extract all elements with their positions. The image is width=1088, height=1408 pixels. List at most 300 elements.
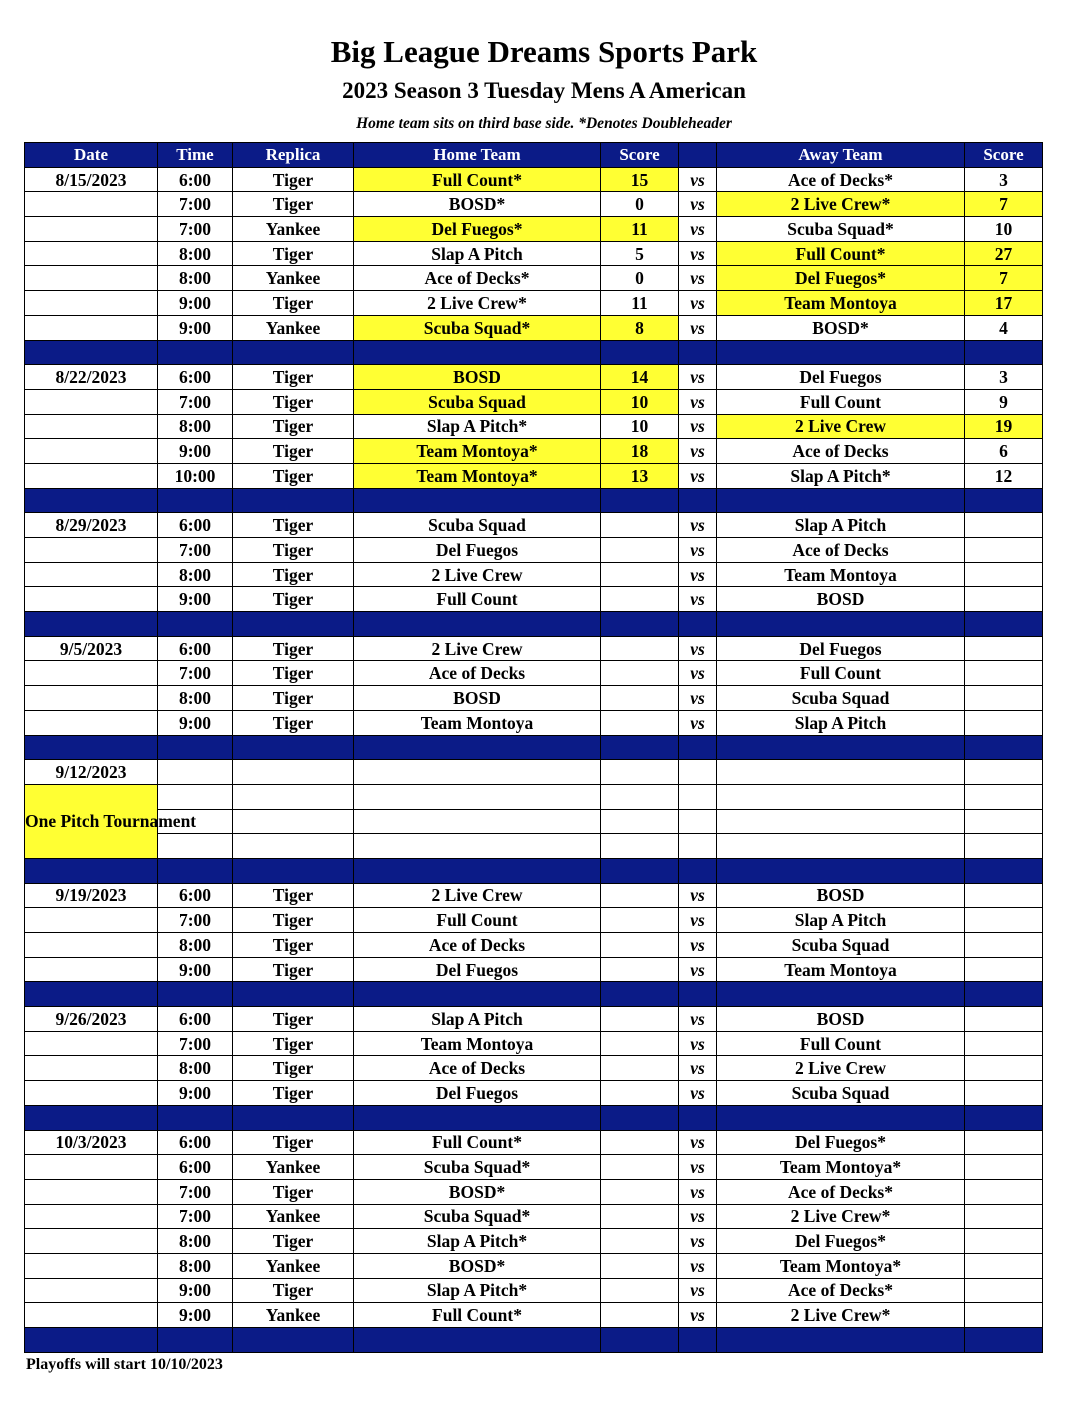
- home-score-cell: 13: [601, 463, 679, 488]
- vs-cell: vs: [679, 167, 717, 192]
- home-team-cell: 2 Live Crew: [354, 636, 601, 661]
- away-score-cell: [965, 1303, 1043, 1328]
- replica-cell: Tiger: [233, 661, 354, 686]
- table-row: [25, 760, 1043, 785]
- empty-cell: [233, 809, 354, 834]
- separator-cell: [601, 1105, 679, 1130]
- home-score-cell: 11: [601, 217, 679, 242]
- separator-cell: [601, 735, 679, 760]
- date-cell: 9/12/2023: [25, 760, 158, 785]
- away-score-cell: [965, 1056, 1043, 1081]
- replica-cell: Tiger: [233, 414, 354, 439]
- table-row: [25, 710, 1043, 735]
- away-team-cell: Slap A Pitch: [717, 710, 965, 735]
- home-score-cell: 10: [601, 389, 679, 414]
- replica-cell: Tiger: [233, 538, 354, 563]
- replica-cell: Tiger: [233, 710, 354, 735]
- separator-cell: [354, 1105, 601, 1130]
- empty-cell: [158, 834, 233, 859]
- time-cell: 8:00: [158, 933, 233, 958]
- away-team-cell: BOSD: [717, 883, 965, 908]
- vs-cell: vs: [679, 513, 717, 538]
- away-score-cell: 12: [965, 463, 1043, 488]
- separator-cell: [965, 982, 1043, 1007]
- table-row: [25, 365, 1043, 390]
- empty-cell: [679, 834, 717, 859]
- replica-cell: Yankee: [233, 315, 354, 340]
- separator-cell: [717, 612, 965, 637]
- replica-cell: Tiger: [233, 241, 354, 266]
- empty-cell: [601, 784, 679, 809]
- separator-cell: [717, 982, 965, 1007]
- away-score-cell: 9: [965, 389, 1043, 414]
- empty-cell: [965, 834, 1043, 859]
- date-cell: [25, 463, 158, 488]
- empty-cell: [354, 809, 601, 834]
- home-score-cell: 15: [601, 167, 679, 192]
- date-cell: 9/26/2023: [25, 1007, 158, 1032]
- table-row: [25, 1081, 1043, 1106]
- away-team-cell: Del Fuegos*: [717, 1229, 965, 1254]
- date-cell: [25, 957, 158, 982]
- away-team-cell: BOSD: [717, 587, 965, 612]
- away-score-cell: [965, 933, 1043, 958]
- away-score-cell: [965, 661, 1043, 686]
- home-score-cell: [601, 1179, 679, 1204]
- away-team-cell: Ace of Decks: [717, 538, 965, 563]
- separator-cell: [233, 488, 354, 513]
- away-score-cell: [965, 1278, 1043, 1303]
- home-score-cell: [601, 1303, 679, 1328]
- replica-cell: Tiger: [233, 365, 354, 390]
- away-score-cell: 17: [965, 291, 1043, 316]
- away-score-cell: [965, 686, 1043, 711]
- separator-cell: [25, 858, 158, 883]
- away-score-cell: [965, 1155, 1043, 1180]
- table-row: [25, 241, 1043, 266]
- away-team-cell: Team Montoya*: [717, 1253, 965, 1278]
- table-row: [25, 1229, 1043, 1254]
- home-score-cell: [601, 1007, 679, 1032]
- date-cell: [25, 538, 158, 563]
- home-score-cell: [601, 686, 679, 711]
- table-row: [25, 587, 1043, 612]
- time-cell: 7:00: [158, 1031, 233, 1056]
- date-cell: [25, 266, 158, 291]
- table-row: [25, 1278, 1043, 1303]
- time-cell: 8:00: [158, 562, 233, 587]
- home-team-cell: Del Fuegos: [354, 1081, 601, 1106]
- schedule-note: Home team sits on third base side. *Denotes Doubleheader: [356, 115, 732, 132]
- home-score-cell: [601, 883, 679, 908]
- home-team-cell: Slap A Pitch*: [354, 1229, 601, 1254]
- table-row: [25, 1056, 1043, 1081]
- replica-cell: Tiger: [233, 686, 354, 711]
- vs-cell: vs: [679, 241, 717, 266]
- replica-cell: Tiger: [233, 389, 354, 414]
- table-row: [25, 315, 1043, 340]
- date-cell: [25, 1031, 158, 1056]
- schedule-table: [24, 142, 1043, 1353]
- separator-cell: [158, 1328, 233, 1353]
- time-cell: 6:00: [158, 513, 233, 538]
- week-separator-row: [25, 340, 1043, 365]
- separator-cell: [354, 982, 601, 1007]
- home-score-cell: [601, 562, 679, 587]
- separator-cell: [965, 1105, 1043, 1130]
- vs-cell: vs: [679, 957, 717, 982]
- table-row: [25, 686, 1043, 711]
- home-score-cell: [601, 1130, 679, 1155]
- home-score-cell: [601, 1155, 679, 1180]
- vs-cell: vs: [679, 1229, 717, 1254]
- vs-cell: vs: [679, 1056, 717, 1081]
- home-team-cell: Team Montoya*: [354, 463, 601, 488]
- separator-cell: [679, 982, 717, 1007]
- home-score-cell: [601, 1278, 679, 1303]
- table-row: [25, 636, 1043, 661]
- date-cell: [25, 710, 158, 735]
- table-row: [25, 192, 1043, 217]
- empty-cell: [233, 784, 354, 809]
- away-team-cell: Full Count*: [717, 241, 965, 266]
- week-separator-row: [25, 735, 1043, 760]
- home-score-cell: [601, 1229, 679, 1254]
- empty-cell: [679, 760, 717, 785]
- date-cell: [25, 192, 158, 217]
- separator-cell: [679, 735, 717, 760]
- week-separator-row: [25, 1105, 1043, 1130]
- time-cell: 8:00: [158, 241, 233, 266]
- away-team-cell: Scuba Squad: [717, 933, 965, 958]
- replica-cell: Tiger: [233, 1179, 354, 1204]
- separator-cell: [25, 488, 158, 513]
- page-subtitle: 2023 Season 3 Tuesday Mens A American: [342, 78, 746, 103]
- replica-cell: Tiger: [233, 908, 354, 933]
- date-cell: [25, 661, 158, 686]
- away-score-cell: [965, 513, 1043, 538]
- table-row: [25, 538, 1043, 563]
- table-row: [25, 908, 1043, 933]
- table-row: [25, 1031, 1043, 1056]
- date-cell: [25, 1056, 158, 1081]
- separator-cell: [158, 1105, 233, 1130]
- vs-cell: vs: [679, 439, 717, 464]
- time-cell: 9:00: [158, 1303, 233, 1328]
- empty-cell: [717, 834, 965, 859]
- table-row: [25, 1303, 1043, 1328]
- away-score-cell: [965, 957, 1043, 982]
- replica-cell: Tiger: [233, 1278, 354, 1303]
- empty-cell: [601, 809, 679, 834]
- home-score-cell: 8: [601, 315, 679, 340]
- home-team-cell: 2 Live Crew: [354, 562, 601, 587]
- date-cell: [25, 1081, 158, 1106]
- separator-cell: [158, 612, 233, 637]
- away-team-cell: Slap A Pitch*: [717, 463, 965, 488]
- date-cell: 8/29/2023: [25, 513, 158, 538]
- column-header-vs: [679, 143, 717, 168]
- time-cell: 6:00: [158, 365, 233, 390]
- table-row: [25, 291, 1043, 316]
- home-team-cell: Scuba Squad*: [354, 1204, 601, 1229]
- separator-cell: [601, 488, 679, 513]
- separator-cell: [233, 1105, 354, 1130]
- home-score-cell: [601, 957, 679, 982]
- date-cell: [25, 587, 158, 612]
- vs-cell: vs: [679, 538, 717, 563]
- vs-cell: vs: [679, 883, 717, 908]
- schedule-body: [25, 167, 1043, 1352]
- away-score-cell: 7: [965, 266, 1043, 291]
- away-score-cell: 7: [965, 192, 1043, 217]
- vs-cell: vs: [679, 1007, 717, 1032]
- home-score-cell: 11: [601, 291, 679, 316]
- away-score-cell: [965, 1081, 1043, 1106]
- empty-cell: [601, 760, 679, 785]
- separator-cell: [25, 340, 158, 365]
- replica-cell: Tiger: [233, 192, 354, 217]
- away-score-cell: [965, 1130, 1043, 1155]
- away-team-cell: Team Montoya*: [717, 1155, 965, 1180]
- away-team-cell: 2 Live Crew*: [717, 192, 965, 217]
- footer-note: Playoffs will start 10/10/2023: [26, 1356, 223, 1373]
- separator-cell: [965, 612, 1043, 637]
- replica-cell: Tiger: [233, 957, 354, 982]
- empty-cell: [601, 834, 679, 859]
- away-score-cell: [965, 1031, 1043, 1056]
- home-team-cell: BOSD*: [354, 1253, 601, 1278]
- time-cell: 7:00: [158, 1179, 233, 1204]
- column-header-away-score: Score: [965, 143, 1043, 168]
- home-score-cell: 10: [601, 414, 679, 439]
- vs-cell: vs: [679, 365, 717, 390]
- home-team-cell: Slap A Pitch*: [354, 414, 601, 439]
- home-score-cell: [601, 1253, 679, 1278]
- vs-cell: vs: [679, 562, 717, 587]
- home-team-cell: Slap A Pitch*: [354, 1278, 601, 1303]
- replica-cell: Tiger: [233, 1007, 354, 1032]
- replica-cell: Tiger: [233, 883, 354, 908]
- replica-cell: Tiger: [233, 291, 354, 316]
- away-team-cell: Slap A Pitch: [717, 513, 965, 538]
- home-score-cell: [601, 513, 679, 538]
- home-score-cell: 18: [601, 439, 679, 464]
- away-team-cell: Ace of Decks*: [717, 167, 965, 192]
- away-team-cell: Del Fuegos: [717, 365, 965, 390]
- separator-cell: [679, 858, 717, 883]
- date-cell: [25, 217, 158, 242]
- separator-cell: [965, 1328, 1043, 1353]
- separator-cell: [601, 340, 679, 365]
- time-cell: 9:00: [158, 315, 233, 340]
- date-cell: [25, 315, 158, 340]
- empty-cell: [965, 784, 1043, 809]
- home-score-cell: 0: [601, 266, 679, 291]
- home-score-cell: [601, 908, 679, 933]
- vs-cell: vs: [679, 1253, 717, 1278]
- home-team-cell: Slap A Pitch: [354, 1007, 601, 1032]
- date-cell: [25, 241, 158, 266]
- separator-cell: [233, 982, 354, 1007]
- home-team-cell: BOSD: [354, 686, 601, 711]
- column-header-away-team: Away Team: [717, 143, 965, 168]
- time-cell: 6:00: [158, 1130, 233, 1155]
- away-score-cell: [965, 710, 1043, 735]
- date-cell: [25, 1179, 158, 1204]
- separator-cell: [679, 1105, 717, 1130]
- time-cell: 8:00: [158, 1253, 233, 1278]
- time-cell: 6:00: [158, 1007, 233, 1032]
- away-score-cell: [965, 587, 1043, 612]
- week-separator-row: [25, 858, 1043, 883]
- time-cell: 7:00: [158, 192, 233, 217]
- table-row: [25, 784, 1043, 809]
- date-cell: [25, 414, 158, 439]
- tournament-cell: One Pitch Tournament: [25, 784, 158, 858]
- date-cell: [25, 291, 158, 316]
- home-score-cell: 0: [601, 192, 679, 217]
- away-score-cell: 27: [965, 241, 1043, 266]
- replica-cell: Tiger: [233, 1229, 354, 1254]
- away-team-cell: Scuba Squad: [717, 686, 965, 711]
- vs-cell: vs: [679, 1155, 717, 1180]
- separator-cell: [25, 1328, 158, 1353]
- table-row: [25, 1204, 1043, 1229]
- away-score-cell: [965, 1229, 1043, 1254]
- separator-cell: [233, 340, 354, 365]
- home-team-cell: Scuba Squad: [354, 389, 601, 414]
- empty-cell: [233, 834, 354, 859]
- away-team-cell: Team Montoya: [717, 957, 965, 982]
- column-header-time: Time: [158, 143, 233, 168]
- home-score-cell: [601, 1056, 679, 1081]
- away-team-cell: BOSD*: [717, 315, 965, 340]
- empty-cell: [717, 809, 965, 834]
- replica-cell: Yankee: [233, 217, 354, 242]
- time-cell: 8:00: [158, 1229, 233, 1254]
- home-score-cell: [601, 636, 679, 661]
- replica-cell: Yankee: [233, 1204, 354, 1229]
- replica-cell: Tiger: [233, 1056, 354, 1081]
- empty-cell: [679, 809, 717, 834]
- home-team-cell: Del Fuegos*: [354, 217, 601, 242]
- home-score-cell: [601, 1204, 679, 1229]
- table-row: [25, 217, 1043, 242]
- replica-cell: Tiger: [233, 933, 354, 958]
- separator-cell: [158, 488, 233, 513]
- home-score-cell: [601, 933, 679, 958]
- empty-cell: [965, 760, 1043, 785]
- home-team-cell: Team Montoya*: [354, 439, 601, 464]
- table-row: [25, 513, 1043, 538]
- replica-cell: Yankee: [233, 266, 354, 291]
- time-cell: 8:00: [158, 1056, 233, 1081]
- away-score-cell: 3: [965, 365, 1043, 390]
- separator-cell: [965, 858, 1043, 883]
- away-team-cell: Ace of Decks*: [717, 1179, 965, 1204]
- home-team-cell: Full Count*: [354, 167, 601, 192]
- column-header-date: Date: [25, 143, 158, 168]
- away-score-cell: [965, 1253, 1043, 1278]
- separator-cell: [158, 982, 233, 1007]
- home-team-cell: 2 Live Crew: [354, 883, 601, 908]
- time-cell: 9:00: [158, 1081, 233, 1106]
- replica-cell: Tiger: [233, 439, 354, 464]
- week-separator-row: [25, 1328, 1043, 1353]
- home-score-cell: [601, 538, 679, 563]
- date-cell: [25, 389, 158, 414]
- date-cell: 9/5/2023: [25, 636, 158, 661]
- away-team-cell: 2 Live Crew: [717, 414, 965, 439]
- away-team-cell: Full Count: [717, 1031, 965, 1056]
- table-row: [25, 414, 1043, 439]
- replica-cell: Yankee: [233, 1303, 354, 1328]
- separator-cell: [717, 735, 965, 760]
- table-row: [25, 957, 1043, 982]
- date-cell: 10/3/2023: [25, 1130, 158, 1155]
- home-team-cell: Scuba Squad*: [354, 1155, 601, 1180]
- empty-cell: [717, 784, 965, 809]
- separator-cell: [601, 982, 679, 1007]
- home-team-cell: Ace of Decks: [354, 933, 601, 958]
- table-row: [25, 933, 1043, 958]
- empty-cell: [679, 784, 717, 809]
- separator-cell: [679, 1328, 717, 1353]
- away-score-cell: [965, 908, 1043, 933]
- away-team-cell: 2 Live Crew*: [717, 1303, 965, 1328]
- table-row: [25, 167, 1043, 192]
- empty-cell: [158, 760, 233, 785]
- replica-cell: Tiger: [233, 587, 354, 612]
- away-team-cell: Ace of Decks*: [717, 1278, 965, 1303]
- vs-cell: vs: [679, 291, 717, 316]
- separator-cell: [354, 735, 601, 760]
- separator-cell: [354, 612, 601, 637]
- column-header-home-team: Home Team: [354, 143, 601, 168]
- time-cell: 7:00: [158, 389, 233, 414]
- replica-cell: Tiger: [233, 636, 354, 661]
- table-row: [25, 834, 1043, 859]
- replica-cell: Tiger: [233, 1031, 354, 1056]
- home-team-cell: Del Fuegos: [354, 957, 601, 982]
- vs-cell: vs: [679, 908, 717, 933]
- home-score-cell: 14: [601, 365, 679, 390]
- date-cell: [25, 1204, 158, 1229]
- replica-cell: Tiger: [233, 463, 354, 488]
- away-score-cell: [965, 562, 1043, 587]
- vs-cell: vs: [679, 1081, 717, 1106]
- time-cell: 9:00: [158, 291, 233, 316]
- empty-cell: [354, 834, 601, 859]
- time-cell: 9:00: [158, 1278, 233, 1303]
- time-cell: 7:00: [158, 661, 233, 686]
- replica-cell: Tiger: [233, 562, 354, 587]
- separator-cell: [679, 488, 717, 513]
- table-row: [25, 661, 1043, 686]
- date-cell: [25, 1253, 158, 1278]
- separator-cell: [717, 858, 965, 883]
- away-team-cell: Del Fuegos: [717, 636, 965, 661]
- home-team-cell: BOSD*: [354, 192, 601, 217]
- home-score-cell: [601, 661, 679, 686]
- date-cell: 8/22/2023: [25, 365, 158, 390]
- time-cell: 8:00: [158, 414, 233, 439]
- replica-cell: Tiger: [233, 513, 354, 538]
- away-score-cell: [965, 1007, 1043, 1032]
- table-row: [25, 1130, 1043, 1155]
- week-separator-row: [25, 612, 1043, 637]
